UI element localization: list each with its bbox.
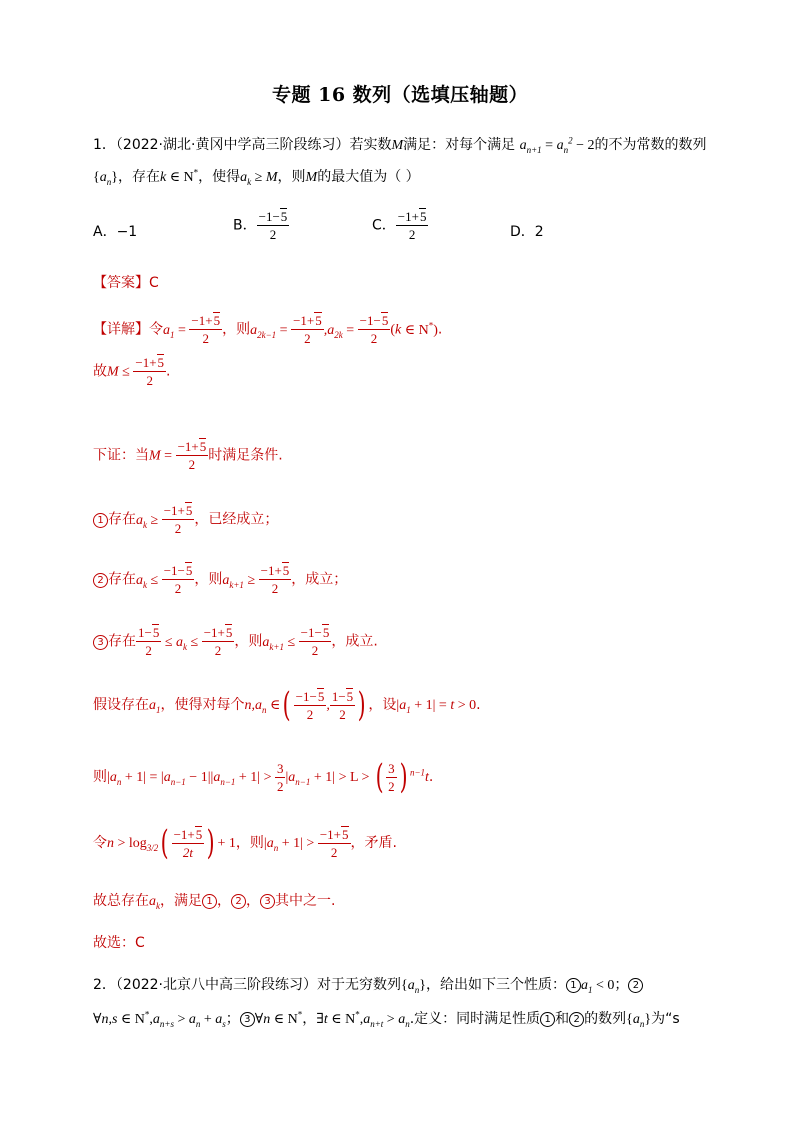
option-d: D．2: [510, 224, 544, 240]
final-answer-line: 故选：C: [93, 935, 145, 951]
q1-line-1: 1．（2022·湖北·黄冈中学高三阶段练习）若实数M满足：对每个满足 $a_{n+1} = a_n^2 - 2$的不为常数的数列: [93, 135, 707, 155]
case-2-line: 2 存在$a_k$ ≤ $\frac{-1-5}{2}$ ，则$a_{k+1}$ ≥ $\frac{-1+5}{2}$ ，成立；: [93, 564, 347, 595]
q2-source: （2022·北京八中高三阶段练习）: [115, 977, 318, 993]
option-c: C． $\frac{-1+5}{2}$: [372, 209, 427, 242]
option-b: B． $\frac{-1-5}{2}$: [233, 209, 288, 242]
q2-line-1: 2．（2022·北京八中高三阶段练习）对于无穷数列$\{a_n\}$，给出如下三个性质： 1 $a_1 < 0$； 2: [93, 974, 643, 995]
contradiction-line: 令$n > \log_{3/2}$( $\frac{-1+5}{2t}$ ) + 1，则$|a_n + 1|$ > $\frac{-1+5}{2}$ ，矛盾.: [93, 823, 397, 863]
chain-line: 则$|a_n + 1| = |a_{n-1} - 1||a_{n-1} + 1|$ > $\frac{3}{2}$ $|a_{n-1} + 1| > L$ > ( $\frac{3}{2}$ ) $^{n-1}$t.: [93, 757, 434, 797]
q1-line-2: $\{a_n\}$，存在k ∈ N*，使得$a_k \ge M$，则M的最大值为（ ）: [93, 167, 420, 187]
q1-source: （2022·湖北·黄冈中学高三阶段练习）: [115, 137, 350, 153]
q1-number: 1．: [93, 137, 116, 153]
detail-line: 【详解】令$a_1$ = $\frac{-1+5}{2}$ ，则$a_{2k-1}$ = $\frac{-1+5}{2}$ $,a_{2k}$ = $\frac{-1-5}{2}$ (k ∈ N*).: [93, 313, 443, 346]
q2-number: 2．: [93, 977, 116, 993]
case-1-line: 1 存在$a_k$ ≥ $\frac{-1+5}{2}$ ，已经成立；: [93, 504, 278, 535]
assumption-line: 假设存在$a_1$，使得对每个$n,a_n$ ∈( $\frac{-1-5}{2}$ , $\frac{1-5}{2}$ ) ，设$|a_1 + 1| = t > 0$.: [93, 685, 481, 725]
answer-line: 【答案】C: [93, 275, 159, 291]
proof-intro-line: 下证：当M = $\frac{-1+5}{2}$ 时满足条件.: [93, 439, 283, 472]
bound-line: 故M ≤ $\frac{-1+5}{2}$ .: [93, 355, 171, 388]
page-title: 专题 16 数列（选填压轴题）: [272, 84, 529, 106]
case-3-line: 3 存在 $\frac{1-5}{2}$ ≤ $a_k$ ≤ $\frac{-1+5}{2}$ ，则$a_{k+1}$ ≤ $\frac{-1-5}{2}$ ，成立.: [93, 626, 378, 657]
q2-line-2: ∀n,s ∈ $N^*,a_{n+s} > a_n + a_s$； 3 ∀n ∈ N*，∃t ∈ $N^*,a_{n+t} > a_n$.定义：同时满足性质 1 和 2 的数列$\{a_n\}$为“s: [93, 1009, 680, 1029]
option-a: A．−1: [93, 224, 138, 240]
conclusion-line: 故总存在$a_k$，满足 1 ， 2 ， 3 其中之一.: [93, 893, 336, 911]
